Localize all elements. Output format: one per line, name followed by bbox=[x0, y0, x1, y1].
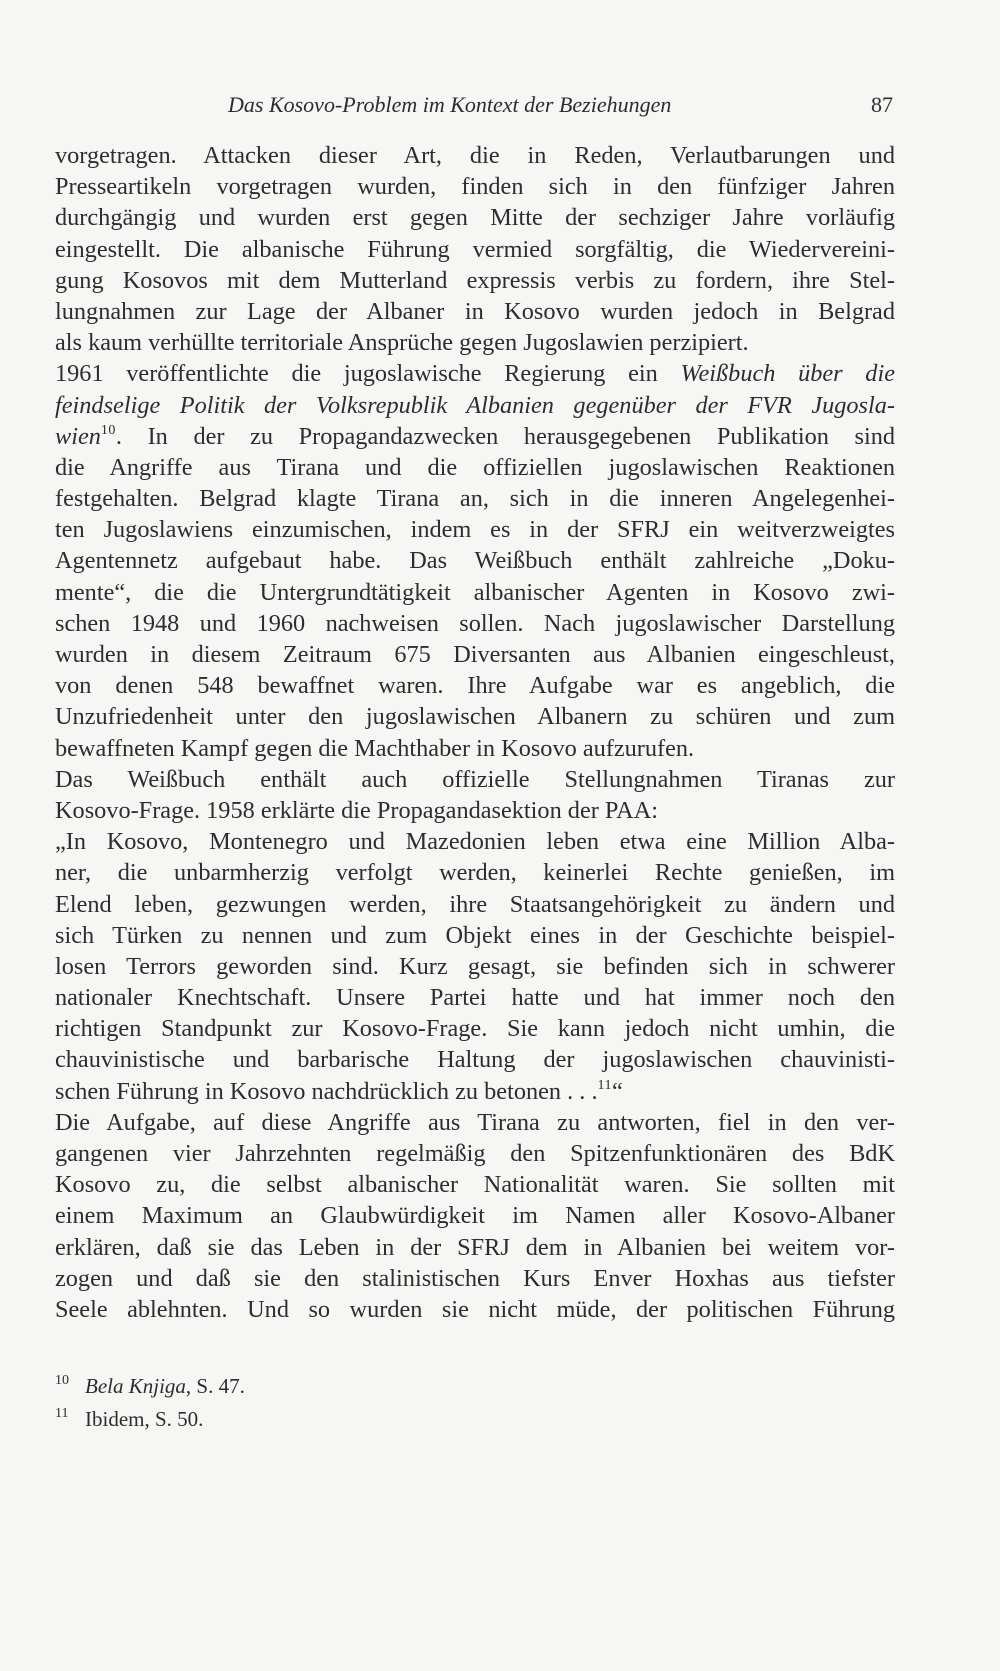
text-line: durchgängig und wurden erst gegen Mitte der sechziger Jahre vorläufig bbox=[55, 204, 895, 232]
book-title-italic: Weißbuch über die bbox=[680, 360, 895, 388]
body-text bbox=[55, 140, 895, 1325]
page-number: 87 bbox=[871, 92, 893, 117]
text-line: erklären, daß sie das Leben in der SFRJ dem in Albanien bei weitem vor- bbox=[55, 1233, 895, 1261]
text-line: mente“, die die Untergrundtätigkeit albanischer Agenten in Kosovo zwi- bbox=[55, 578, 895, 606]
text-line: gangenen vier Jahrzehnten regelmäßig den Spitzenfunktionären des BdK bbox=[55, 1140, 895, 1167]
text-line: festgehalten. Belgrad klagte Tirana an, sich in die inneren Angelegenhei- bbox=[55, 485, 895, 513]
book-title-italic: wien bbox=[55, 422, 101, 450]
text-line bbox=[55, 390, 895, 421]
text-line: eingestellt. Die albanische Führung vermied sorgfältig, die Wiedervereini- bbox=[55, 235, 895, 263]
text-line: vorgetragen. Attacken dieser Art, die in Reden, Verlautbarungen und bbox=[55, 142, 895, 169]
quote-line: losen Terrors geworden sind. Kurz gesagt, sie befinden sich in schwerer bbox=[55, 952, 895, 980]
text-line: zogen und daß sie den stalinistischen Kurs Enver Hoxhas aus tiefster bbox=[55, 1264, 895, 1292]
text-line: wurden in diesem Zeitraum 675 Diversanten aus Albanien eingeschleust, bbox=[55, 641, 895, 668]
footnotes bbox=[55, 1370, 895, 1436]
text-line: Kosovo zu, die selbst albanischer Nationalität waren. Sie sollten mit bbox=[55, 1171, 895, 1199]
running-head bbox=[55, 92, 893, 122]
footnote-reference: 11 bbox=[597, 1077, 612, 1093]
text-line: 1961 veröffentlichte die jugoslawische Regierung ein Weißbuch über die bbox=[55, 360, 895, 388]
text-line: Presseartikeln vorgetragen wurden, finden sich in den fünfziger Jahren bbox=[55, 173, 895, 201]
quote-line: Elend leben, gezwungen werden, ihre Staatsangehörigkeit zu ändern und bbox=[55, 890, 895, 918]
text-line: von denen 548 bewaffnet waren. Ihre Aufgabe war es angeblich, die bbox=[55, 672, 895, 700]
running-title: Das Kosovo-Problem im Kontext der Beziehungen bbox=[228, 92, 672, 117]
text-line: einem Maximum an Glaubwürdigkeit im Namen aller Kosovo-Albaner bbox=[55, 1202, 895, 1230]
footnote-reference: 10 bbox=[100, 422, 116, 438]
footnote-10: 10 Bela Knjiga, S. 47. bbox=[55, 1373, 245, 1398]
quote-line: chauvinistische und barbarische Haltung der jugoslawischen chauvinisti- bbox=[55, 1046, 895, 1074]
book-title-italic: feindselige Politik der Volksrepublik Albanien gegenüber der FVR Jugosla- bbox=[55, 391, 895, 419]
quote-line: richtigen Standpunkt zur Kosovo-Frage. Sie kann jedoch nicht umhin, die bbox=[55, 1015, 895, 1043]
quote-line: „In Kosovo, Montenegro und Mazedonien leben etwa eine Million Alba- bbox=[55, 828, 895, 856]
footnote-11: 11 Ibidem, S. 50. bbox=[55, 1406, 204, 1431]
text-line: schen 1948 und 1960 nachweisen sollen. Nach jugoslawischer Darstellung bbox=[55, 609, 895, 637]
quote-line: schen Führung in Kosovo nachdrücklich zu betonen . . .$^{11}$“ bbox=[55, 1077, 623, 1105]
quote-line: nationaler Knechtschaft. Unsere Partei hatte und hat immer noch den bbox=[55, 984, 895, 1012]
text-line: Unzufriedenheit unter den jugoslawischen Albanern zu schüren und zum bbox=[55, 703, 895, 731]
text-line: ten Jugoslawiens einzumischen, indem es in der SFRJ ein weitverzweigtes bbox=[55, 516, 895, 544]
text-line: lungnahmen zur Lage der Albaner in Kosovo wurden jedoch in Belgrad bbox=[55, 297, 895, 325]
quote-line: ner, die unbarmherzig verfolgt werden, keinerlei Rechte genießen, im bbox=[55, 859, 895, 887]
text-line: bewaffneten Kampf gegen die Machthaber in Kosovo aufzurufen. bbox=[55, 734, 695, 762]
text-line: die Angriffe aus Tirana und die offiziellen jugoslawischen Reaktionen bbox=[55, 453, 895, 481]
text-line: Die Aufgabe, auf diese Angriffe aus Tirana zu antworten, fiel in den ver- bbox=[55, 1108, 895, 1136]
text-line: Kosovo-Frage. 1958 erklärte die Propagandasektion der PAA: bbox=[55, 796, 659, 824]
text-line: Agentennetz aufgebaut habe. Das Weißbuch enthält zahlreiche „Doku- bbox=[55, 547, 895, 575]
text-line: als kaum verhüllte territoriale Ansprüche gegen Jugoslawien perzipiert. bbox=[55, 329, 749, 357]
text-line: gung Kosovos mit dem Mutterland expressis verbis zu fordern, ihre Stel- bbox=[55, 266, 895, 294]
footnote-text: , S. 47. bbox=[185, 1374, 245, 1398]
text-line: Das Weißbuch enthält auch offizielle Stellungnahmen Tiranas zur bbox=[55, 765, 895, 793]
quote-line: sich Türken zu nennen und zum Objekt eines in der Geschichte beispiel- bbox=[55, 921, 895, 949]
text-line: wien$^{10}$. In der zu Propagandazwecken herausgegebenen Publikation sind bbox=[55, 422, 895, 450]
footnote-text: Ibidem, S. 50. bbox=[85, 1407, 204, 1431]
footnote-source-title: Bela Knjiga bbox=[85, 1374, 186, 1398]
text-line: Seele ablehnten. Und so wurden sie nicht müde, der politischen Führung bbox=[55, 1295, 895, 1323]
